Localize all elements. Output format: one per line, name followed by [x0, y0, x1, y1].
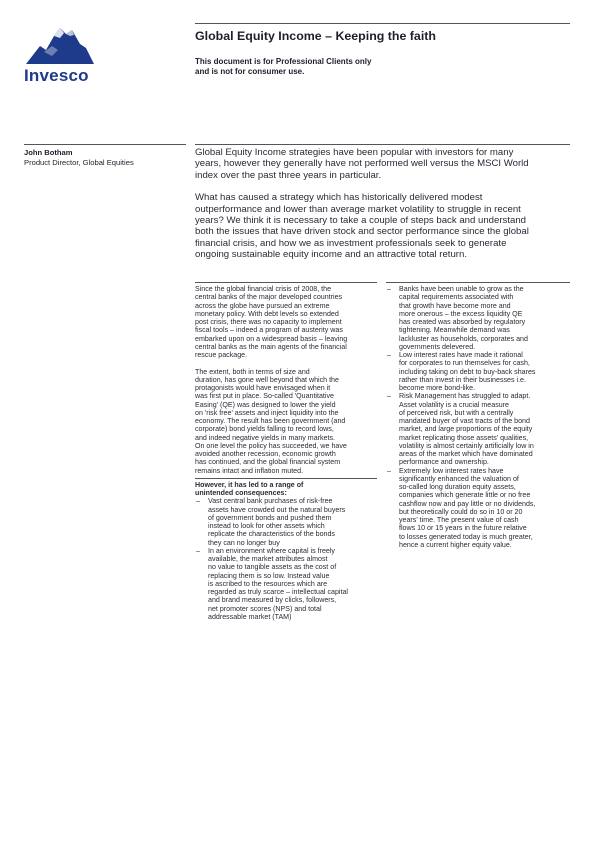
text-line: flows 10 or 15 years in the future relative: [399, 524, 527, 533]
text-line: has continued, and the global financial system: [195, 458, 341, 467]
text-line: Low interest rates have made it rational: [399, 351, 523, 359]
text-line: What has caused a strategy which has historically delivered modest: [195, 192, 483, 204]
text-line: avoided another recession, economic growth: [195, 450, 336, 458]
text-line: post crisis, there was no capacity to implement: [195, 318, 342, 326]
subheading: [195, 481, 383, 498]
subheading-line: unintended consequences:: [195, 489, 287, 497]
text-line: On one level the policy has succeeded, we have: [195, 441, 347, 450]
text-line: index over the past three years in particular.: [195, 169, 382, 181]
mountain-logo-icon: [24, 26, 96, 66]
text-line: both the issues that have driven stock and sector performance since the global: [195, 226, 529, 238]
text-line: Easing' (QE) was designed to lower the yield: [195, 400, 336, 409]
page-title: Global Equity Income – Keeping the faith: [195, 29, 436, 43]
text-line: ongoing sustainable equity income and an attractive total return.: [195, 249, 467, 261]
text-line: across the globe have pursued an extreme: [195, 301, 330, 310]
brand-name: Invesco: [24, 66, 89, 85]
text-line: years, however they generally have not performed well versus the MSCI World: [195, 158, 529, 170]
text-line: market replicating those assets' qualities,: [399, 433, 529, 442]
bullet-dash: –: [387, 392, 391, 401]
text-line: more onerous – the excess liquidity QE: [399, 309, 523, 318]
text-line: lackluster as households, corporates and: [399, 334, 528, 343]
disclaimer-line: This document is for Professional Clients only: [195, 57, 372, 66]
left-column: [195, 285, 383, 621]
disclaimer: [195, 57, 445, 78]
subheading-divider: [195, 478, 377, 479]
text-line: governments delevered.: [399, 342, 476, 351]
text-line: outperformance and lower than average market volatility to struggle in recent: [195, 203, 521, 215]
intro-paragraph-2: [195, 192, 570, 260]
intro-divider: [195, 144, 570, 145]
text-line: market, and large proportions of the equity: [399, 425, 533, 434]
text-line: corporate) bond yields falling to record lows,: [195, 425, 334, 434]
text-line: but theoretically could do so in 10 or 20: [399, 507, 523, 516]
text-line: central banks as the main agents of the financial: [195, 342, 347, 351]
text-line: Risk Management has struggled to adapt.: [399, 392, 531, 401]
text-line: duration, has gone well beyond that which the: [195, 375, 339, 384]
text-line: central banks of the major developed countries: [195, 293, 343, 302]
text-line: areas of the market which have dominated: [399, 450, 533, 458]
text-line: addressable market (TAM): [208, 612, 292, 621]
text-line: monetary policy. With debt levels so extended: [195, 309, 339, 318]
text-line: regarded as truly scarce – intellectual capital: [208, 588, 348, 596]
text-line: is ascribed to the resources which are: [208, 579, 328, 588]
list-item: [386, 392, 574, 466]
text-line: years? We think it is necessary to take a couple of steps back and understand: [195, 215, 526, 227]
text-line: Banks have been unable to grow as the: [399, 285, 524, 293]
text-line: In an environment where capital is freely: [208, 546, 335, 555]
text-line: they can no longer buy: [208, 538, 280, 547]
bullet-dash: –: [387, 466, 391, 475]
text-line: Vast central bank purchases of risk-free: [208, 497, 333, 506]
text-line: remains intact and inflation muted.: [195, 466, 304, 475]
text-line: capital requirements associated with: [399, 293, 514, 302]
text-line: was first put in place. So-called 'Quantitative: [195, 392, 334, 401]
text-line: of perceived risk, but with a centrally: [399, 408, 514, 417]
author-divider: [24, 144, 186, 145]
text-line: cashflow now and pay little or no dividends,: [399, 499, 536, 508]
left-column-divider: [195, 282, 377, 283]
text-line: become more bond-like.: [399, 384, 476, 392]
left-paragraph-1: [195, 285, 383, 359]
text-line: volatility is almost certainly artificially low in: [399, 441, 534, 450]
list-item: [386, 467, 574, 550]
author-role: Product Director, Global Equities: [24, 158, 134, 167]
right-column: [386, 285, 574, 549]
disclaimer-line: and is not for consumer use.: [195, 67, 305, 77]
left-paragraph-2: [195, 368, 383, 475]
text-line: tightening. Meanwhile demand was: [399, 326, 510, 335]
text-line: to losses generated today is much greater,: [399, 532, 533, 541]
bullet-dash: –: [196, 497, 200, 506]
text-line: including taking on debt to buy-back shares: [399, 367, 536, 376]
subheading-line: However, it has led to a range of: [195, 480, 304, 489]
right-column-divider: [386, 282, 570, 283]
text-line: companies which generate little or no free: [399, 491, 531, 500]
text-line: of government bonds and pushed them: [208, 513, 332, 522]
text-line: so-called long duration equity assets,: [399, 483, 516, 491]
list-item: [195, 547, 383, 621]
text-line: protagonists would have envisaged when it: [195, 384, 331, 392]
text-line: significantly enhanced the valuation of: [399, 474, 519, 483]
bullet-dash: –: [196, 546, 200, 555]
text-line: has created was absorbed by regulatory: [399, 318, 526, 326]
list-item: [195, 497, 383, 547]
text-line: economy. The result has been government (and: [195, 417, 346, 425]
list-item: [386, 285, 574, 351]
text-line: rescue package.: [195, 351, 248, 359]
text-line: assets have crowded out the natural buyers: [208, 505, 346, 514]
invesco-logo: [24, 26, 96, 88]
text-line: replicate the characteristics of the bonds: [208, 530, 335, 539]
text-line: net promoter scores (NPS) and total: [208, 604, 322, 613]
bullet-dash: –: [387, 285, 391, 293]
text-line: and brand measured by clicks, followers,: [208, 596, 337, 605]
text-line: instead to look for other assets which: [208, 522, 325, 530]
text-line: Global Equity Income strategies have been popular with investors for many: [195, 147, 514, 158]
header-divider: [195, 23, 570, 24]
text-line: Extremely low interest rates have: [399, 466, 504, 475]
text-line: Asset volatility is a crucial measure: [399, 400, 509, 409]
text-line: and indeed negative yields in many markets.: [195, 433, 335, 442]
text-line: financial crisis, and how we as investment professionals seek to generate: [195, 237, 507, 249]
text-line: Since the global financial crisis of 2008, the: [195, 285, 332, 293]
text-line: The extent, both in terms of size and: [195, 367, 310, 376]
intro-paragraph-1: [195, 147, 570, 181]
author-name: John Botham: [24, 148, 73, 157]
text-line: mandated buyer of vast tracts of the bond: [399, 417, 530, 425]
text-line: embarked upon on a widespread basis – leaving: [195, 334, 348, 343]
text-line: no value to tangible assets as the cost of: [208, 563, 337, 572]
text-line: replacing them is so low. Instead value: [208, 571, 330, 580]
text-line: that growth have become more and: [399, 301, 511, 310]
text-line: hence a current higher equity value.: [399, 540, 512, 549]
text-line: fiscal tools – indeed a program of austerity was: [195, 326, 343, 335]
list-item: [386, 351, 574, 392]
text-line: on 'risk free' assets and inject liquidity into the: [195, 408, 339, 417]
intro-text: [195, 147, 570, 272]
bullet-dash: –: [387, 351, 391, 359]
text-line: performance and ownership.: [399, 458, 489, 467]
text-line: available, the market attributes almost: [208, 555, 328, 563]
text-line: years' time. The present value of cash: [399, 516, 519, 524]
text-line: for corporates to run themselves for cash,: [399, 359, 530, 368]
text-line: rather than invest in their businesses i.e.: [399, 375, 526, 384]
